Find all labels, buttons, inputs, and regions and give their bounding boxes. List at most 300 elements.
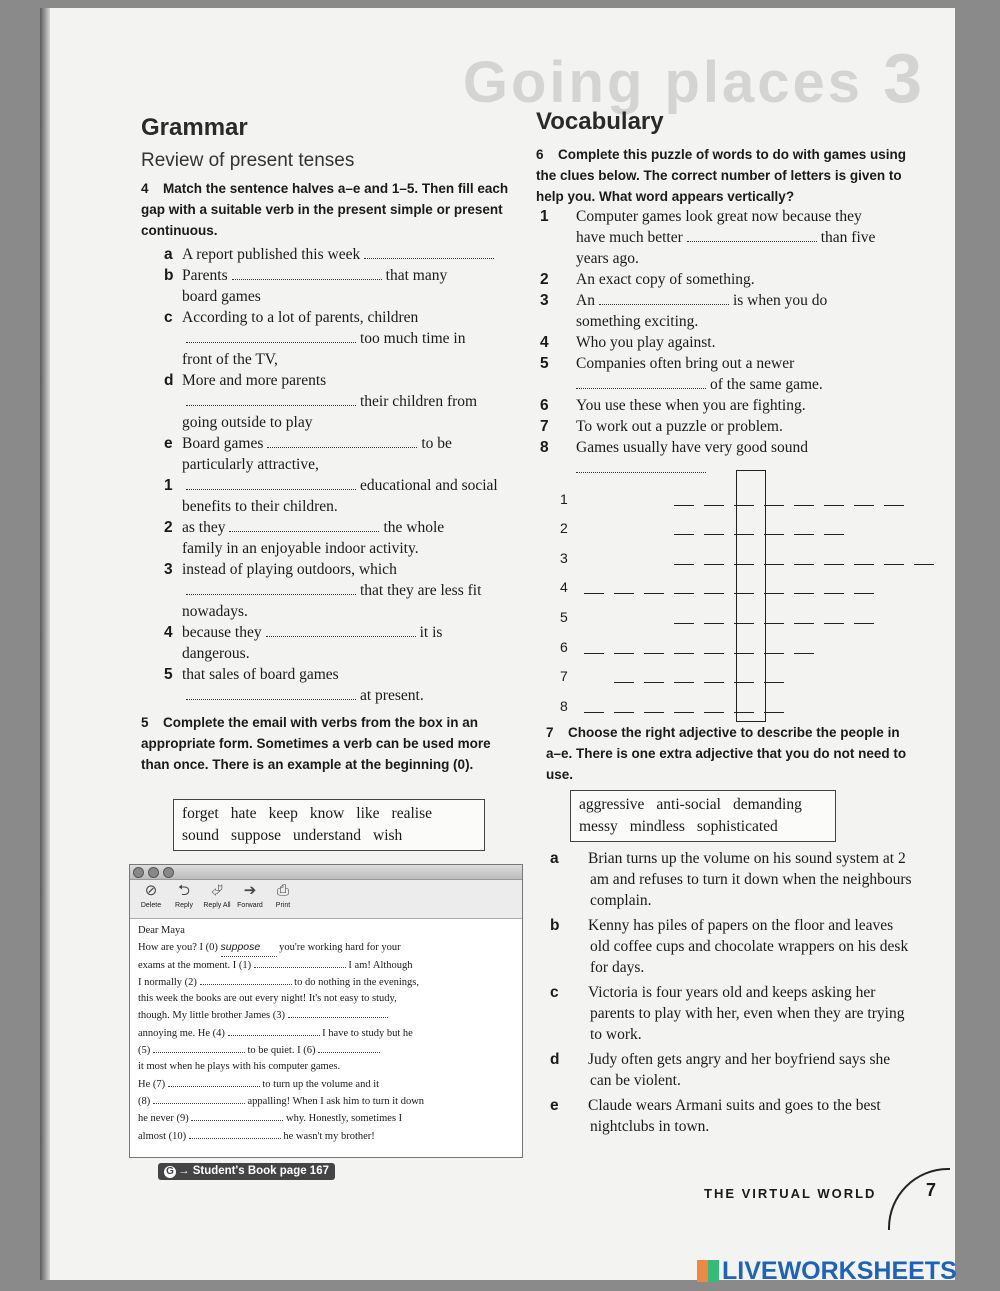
- line-text-after: to be: [421, 435, 452, 452]
- item-letter: d: [164, 372, 174, 389]
- exercise-line: [164, 580, 524, 601]
- puzzle-row-number: 8: [560, 698, 568, 714]
- line-text: because they: [182, 624, 262, 641]
- email-gap[interactable]: [318, 1042, 380, 1053]
- answer-gap[interactable]: [186, 687, 356, 700]
- item-letter: d: [550, 1051, 560, 1068]
- email-gap[interactable]: [153, 1042, 245, 1053]
- item-letter: e: [550, 1097, 559, 1114]
- puzzle-row-number: 6: [560, 639, 568, 655]
- clue-text: have much better: [576, 229, 683, 246]
- verb-box: [173, 799, 485, 851]
- clue-text: Games usually have very good sound: [576, 439, 809, 456]
- clue: [540, 290, 908, 332]
- line-text-after: too much time in: [360, 330, 466, 347]
- clue: [540, 206, 908, 269]
- letter-blank[interactable]: [644, 712, 664, 713]
- line-text: front of the TV,: [182, 351, 278, 368]
- exercise-line: [164, 265, 524, 286]
- clue-text: is when you do: [732, 292, 828, 309]
- exercise-line: [164, 433, 524, 454]
- email-text: almost (10): [138, 1130, 189, 1142]
- grammar-heading: Grammar: [141, 114, 248, 141]
- exercise-line: [164, 286, 524, 307]
- puzzle-clues: [540, 206, 908, 479]
- exercise-line: [164, 391, 524, 412]
- email-text: (5): [138, 1045, 153, 1057]
- letter-blank[interactable]: [884, 564, 904, 565]
- print-label: Print: [275, 902, 291, 909]
- clue-text: To work out a puzzle or problem.: [576, 418, 783, 435]
- exercise-line: [164, 664, 524, 685]
- clue: [540, 437, 908, 479]
- letter-blank[interactable]: [854, 564, 874, 565]
- line-text-after: their children from: [360, 393, 478, 410]
- reply-all-button[interactable]: [202, 880, 232, 918]
- item-letter: 3: [164, 561, 173, 578]
- exercise-line: [164, 454, 524, 475]
- email-text: annoying me. He (4): [138, 1027, 228, 1039]
- email-gap[interactable]: [191, 1110, 283, 1121]
- person-description: [550, 1049, 915, 1091]
- task-6-instruction: [536, 144, 906, 207]
- letter-blank[interactable]: [704, 534, 724, 535]
- zoom-dot-icon[interactable]: [163, 867, 174, 878]
- adjective-box-line-1: [579, 794, 827, 816]
- description-text: Judy often gets angry and her boyfriend says she can be violent.: [588, 1051, 891, 1089]
- adjective-word: anti-social: [656, 796, 721, 813]
- letter-blank[interactable]: [764, 712, 784, 713]
- task-7-instruction: [546, 722, 916, 785]
- clue-text: years ago.: [576, 250, 639, 267]
- reply-all-label: Reply All: [203, 902, 231, 909]
- email-gap[interactable]: [168, 1076, 260, 1087]
- item-letter: e: [164, 435, 173, 452]
- letter-blank[interactable]: [704, 593, 724, 594]
- line-text: Board games: [182, 435, 264, 452]
- letter-blank[interactable]: [824, 505, 844, 506]
- puzzle-row-number: 2: [560, 520, 568, 536]
- vertical-word-column: [736, 470, 766, 722]
- email-line: [138, 1007, 514, 1024]
- letter-blank[interactable]: [644, 682, 664, 683]
- answer-gap[interactable]: [576, 460, 706, 473]
- letter-blank[interactable]: [704, 712, 724, 713]
- print-icon: ⎙: [276, 882, 289, 899]
- email-line: [138, 1110, 514, 1127]
- exercise-line: [164, 538, 524, 559]
- task-4-items: [164, 244, 524, 706]
- email-line: [138, 1059, 514, 1075]
- puzzle-row-number: 7: [560, 668, 568, 684]
- clue-text: something exciting.: [576, 313, 699, 330]
- item-letter: b: [164, 267, 174, 284]
- clue-number: 8: [540, 439, 549, 456]
- item-letter: 2: [164, 519, 173, 536]
- person-description: [550, 982, 915, 1045]
- exercise-line: [164, 475, 524, 496]
- clue: [540, 269, 908, 290]
- verb-word: suppose: [231, 827, 281, 844]
- email-text-after: to turn up the volume and it: [259, 1078, 380, 1090]
- reply-icon: ⮌: [177, 882, 190, 899]
- verb-word: wish: [373, 827, 403, 844]
- clue: [540, 332, 908, 353]
- answer-gap[interactable]: [186, 330, 356, 343]
- line-text: According to a lot of parents, children: [182, 309, 419, 326]
- email-line: [138, 974, 514, 991]
- exercise-line: [164, 328, 524, 349]
- email-body: [130, 919, 522, 1149]
- delete-button[interactable]: [136, 880, 166, 918]
- instruction-text: Complete the email with verbs from the box in an appropriate form. Sometimes a verb can be used more than once. There is an example at the beginning (0).: [141, 715, 491, 772]
- line-text-after: the whole: [383, 519, 445, 536]
- email-line: [138, 1093, 514, 1110]
- letter-blank[interactable]: [794, 653, 814, 654]
- letter-blank[interactable]: [674, 564, 694, 565]
- clue-number: 2: [540, 271, 549, 288]
- letter-blank[interactable]: [794, 505, 814, 506]
- task-number: 4: [141, 181, 149, 196]
- email-gap[interactable]: [228, 1025, 320, 1036]
- window-titlebar: [130, 865, 522, 880]
- clue: [540, 395, 908, 416]
- verb-word: keep: [268, 805, 298, 822]
- delete-label: Delete: [140, 902, 162, 909]
- letter-blank[interactable]: [824, 564, 844, 565]
- vocabulary-heading: Vocabulary: [536, 108, 664, 135]
- email-text-after: he wasn't my brother!: [280, 1130, 375, 1142]
- verb-word: realise: [391, 805, 432, 822]
- letter-blank[interactable]: [644, 653, 664, 654]
- exercise-line: [164, 559, 524, 580]
- email-gap[interactable]: [254, 957, 346, 968]
- letter-blank[interactable]: [674, 623, 694, 624]
- answer-gap[interactable]: [186, 393, 356, 406]
- answer-gap[interactable]: [186, 477, 356, 490]
- email-text: exams at the moment. I (1): [138, 959, 254, 971]
- letter-blank[interactable]: [824, 534, 844, 535]
- verb-word: forget: [182, 805, 219, 822]
- delete-icon: ⊘: [144, 882, 158, 899]
- line-text-after: that they are less fit: [360, 582, 482, 599]
- email-line: [138, 1025, 514, 1042]
- letter-blank[interactable]: [824, 623, 844, 624]
- email-text: He (7): [138, 1078, 168, 1090]
- puzzle-row-number: 1: [560, 491, 568, 507]
- email-line: [138, 1076, 514, 1093]
- line-text: dangerous.: [182, 645, 250, 662]
- page-number: 7: [926, 1180, 937, 1200]
- liveworksheets-watermark: [697, 1257, 957, 1286]
- exercise-line: [164, 370, 524, 391]
- item-letter: 1: [164, 477, 173, 494]
- verb-word: like: [356, 805, 380, 822]
- page-spine: [40, 8, 50, 1280]
- clue-number: 6: [540, 397, 549, 414]
- footer-title: THE VIRTUAL WORLD: [704, 1186, 877, 1201]
- email-gap[interactable]: [200, 974, 292, 985]
- line-text: benefits to their children.: [182, 498, 338, 515]
- line-text: family in an enjoyable indoor activity.: [182, 540, 419, 557]
- puzzle-row-number: 4: [560, 579, 568, 595]
- email-gap[interactable]: suppose: [221, 939, 277, 956]
- answer-gap[interactable]: [364, 246, 494, 259]
- email-text-after: to be quiet. I (6): [244, 1045, 319, 1057]
- letter-blank[interactable]: [764, 653, 784, 654]
- email-toolbar: [130, 880, 522, 919]
- puzzle-row: [560, 520, 900, 540]
- clue-text: An exact copy of something.: [576, 271, 755, 288]
- exercise-line: [164, 517, 524, 538]
- exercise-line: [164, 643, 524, 664]
- task-number: 5: [141, 715, 149, 730]
- item-letter: c: [164, 309, 173, 326]
- exercise-line: [164, 307, 524, 328]
- letter-blank[interactable]: [764, 623, 784, 624]
- clue-text: Who you play against.: [576, 334, 716, 351]
- letter-blank[interactable]: [854, 623, 874, 624]
- exercise-line: [164, 685, 524, 706]
- exercise-line: [164, 496, 524, 517]
- forward-icon: ➔: [243, 882, 257, 899]
- puzzle-row-number: 3: [560, 550, 568, 566]
- letter-blank[interactable]: [824, 593, 844, 594]
- letter-blank[interactable]: [704, 623, 724, 624]
- email-line: [138, 939, 514, 956]
- letter-blank[interactable]: [884, 505, 904, 506]
- instruction-text: Choose the right adjective to describe the people in a–e. There is one extra adjective that you do not need to use.: [546, 725, 907, 782]
- letter-blank[interactable]: [764, 682, 784, 683]
- clue-text: than five: [820, 229, 876, 246]
- line-text: particularly attractive,: [182, 456, 319, 473]
- adjective-box: [570, 790, 836, 842]
- email-text: I normally (2): [138, 976, 200, 988]
- letter-blank[interactable]: [614, 593, 634, 594]
- letter-blank[interactable]: [794, 564, 814, 565]
- email-text-after: to do nothing in the evenings,: [291, 976, 419, 988]
- person-description: [550, 848, 915, 911]
- email-text: though. My little brother James (3): [138, 1010, 288, 1022]
- line-text-after: it is: [419, 624, 443, 641]
- letter-blank[interactable]: [614, 712, 634, 713]
- item-letter: a: [550, 850, 559, 867]
- puzzle-row: [560, 491, 900, 511]
- email-gap[interactable]: [288, 1007, 388, 1018]
- line-text-after: at present.: [360, 687, 424, 704]
- letter-blank[interactable]: [674, 505, 694, 506]
- grammar-subheading: Review of present tenses: [141, 150, 355, 171]
- puzzle-row: [560, 698, 900, 718]
- letter-blank[interactable]: [704, 505, 724, 506]
- person-description: [550, 1095, 915, 1137]
- email-text-after: appalling! When I ask him to turn it down: [244, 1095, 425, 1107]
- task-number: 6: [536, 147, 544, 162]
- description-text: Kenny has piles of papers on the floor and leaves old coffee cups and chocolate wrappers on his desk for days.: [588, 917, 909, 976]
- description-text: Brian turns up the volume on his sound system at 2 am and refuses to turn it down when the neighbours complain.: [588, 850, 912, 909]
- letter-blank[interactable]: [914, 564, 934, 565]
- line-text-after: educational and social: [360, 477, 498, 494]
- line-text: A report published this week: [182, 246, 361, 263]
- letter-blank[interactable]: [674, 653, 694, 654]
- answer-gap[interactable]: [599, 292, 729, 305]
- exercise-line: [164, 244, 524, 265]
- letter-blank[interactable]: [794, 593, 814, 594]
- close-dot-icon[interactable]: [133, 867, 144, 878]
- clue-text: Computer games look great now because they: [576, 208, 862, 225]
- line-text: going outside to play: [182, 414, 313, 431]
- instruction-text: Match the sentence halves a–e and 1–5. Then fill each gap with a suitable verb in the present simple or present continuous.: [141, 181, 509, 238]
- email-text: How are you? I (0): [138, 942, 221, 954]
- clue-text: You use these when you are fighting.: [576, 397, 806, 414]
- puzzle-row: [560, 639, 900, 659]
- answer-gap[interactable]: [186, 582, 356, 595]
- letter-blank[interactable]: [794, 534, 814, 535]
- email-text-after: I have to study but he: [319, 1027, 413, 1039]
- email-text-after: why. Honestly, sometimes I: [283, 1113, 403, 1125]
- answer-gap[interactable]: [267, 435, 417, 448]
- email-line: [138, 991, 514, 1007]
- email-line: [138, 957, 514, 974]
- ghost-unit: 3: [883, 39, 925, 117]
- letter-blank[interactable]: [704, 564, 724, 565]
- letter-blank[interactable]: [764, 564, 784, 565]
- description-text: Victoria is four years old and keeps asking her parents to play with her, even when they are trying to work.: [588, 984, 905, 1043]
- adjective-word: sophisticated: [696, 818, 778, 835]
- answer-gap[interactable]: [232, 267, 382, 280]
- puzzle-row: [560, 579, 900, 599]
- letter-blank[interactable]: [704, 682, 724, 683]
- puzzle-row: [560, 668, 900, 688]
- email-gap[interactable]: [153, 1093, 245, 1104]
- email-window: [129, 864, 523, 1158]
- clue: [540, 353, 908, 395]
- line-text: board games: [182, 288, 261, 305]
- letter-blank[interactable]: [584, 653, 604, 654]
- puzzle-row-number: 5: [560, 609, 568, 625]
- letter-blank[interactable]: [854, 593, 874, 594]
- letter-blank[interactable]: [854, 505, 874, 506]
- verb-word: know: [309, 805, 345, 822]
- line-text-after: that many: [385, 267, 448, 284]
- answer-gap[interactable]: [266, 624, 416, 637]
- email-text-after: I am! Although: [345, 959, 413, 971]
- adjective-word: demanding: [732, 796, 802, 813]
- instruction-text: Complete this puzzle of words to do with games using the clues below. The correct number of letters is given to help you. What word appears vertically?: [536, 147, 907, 204]
- puzzle-row: [560, 609, 900, 629]
- task-7-people: [550, 848, 915, 1141]
- letter-blank[interactable]: [584, 593, 604, 594]
- exercise-line: [164, 601, 524, 622]
- clue-text: An: [576, 292, 595, 309]
- email-line: [138, 1128, 514, 1145]
- line-text: that sales of board games: [182, 666, 339, 683]
- reply-all-icon: ⮰: [210, 882, 223, 899]
- letter-blank[interactable]: [674, 682, 694, 683]
- item-letter: 4: [164, 624, 173, 641]
- email-line: [138, 1042, 514, 1059]
- verb-box-line-2: [182, 825, 476, 847]
- letter-blank[interactable]: [614, 682, 634, 683]
- letter-blank[interactable]: [764, 534, 784, 535]
- students-book-reference: G → Student's Book page 167: [158, 1163, 335, 1180]
- letter-blank[interactable]: [674, 712, 694, 713]
- task-4-instruction: [141, 178, 521, 241]
- adjective-word: aggressive: [579, 796, 645, 813]
- email-text: he never (9): [138, 1113, 192, 1125]
- page-corner-curve: [888, 1168, 950, 1230]
- clue-number: 4: [540, 334, 549, 351]
- email-line: [138, 923, 514, 939]
- liveworksheets-logo-icon: [697, 1260, 719, 1282]
- answer-gap[interactable]: [576, 376, 706, 389]
- task-number: 7: [546, 725, 554, 740]
- print-button[interactable]: [268, 880, 298, 918]
- exercise-line: [164, 622, 524, 643]
- verb-box-line-1: [182, 803, 476, 825]
- reply-label: Reply: [175, 902, 193, 909]
- exercise-line: [164, 412, 524, 433]
- unit-header-ghost: [463, 38, 925, 118]
- minimize-dot-icon[interactable]: [148, 867, 159, 878]
- line-text: nowadays.: [182, 603, 248, 620]
- clue-text: of the same game.: [710, 376, 823, 393]
- letter-blank[interactable]: [584, 712, 604, 713]
- exercise-line: [164, 349, 524, 370]
- letter-blank[interactable]: [704, 653, 724, 654]
- letter-blank[interactable]: [614, 653, 634, 654]
- letter-blank[interactable]: [764, 505, 784, 506]
- worksheet-page: [40, 8, 955, 1280]
- forward-button[interactable]: [235, 880, 265, 918]
- item-letter: 5: [164, 666, 173, 683]
- clue-number: 3: [540, 292, 549, 309]
- g-arrow-icon: G: [164, 1166, 176, 1178]
- answer-gap[interactable]: [229, 519, 379, 532]
- email-text: Dear Maya: [138, 925, 185, 936]
- line-text: instead of playing outdoors, which: [182, 561, 397, 578]
- email-gap[interactable]: [189, 1128, 281, 1139]
- letter-blank[interactable]: [794, 623, 814, 624]
- clue-text: Companies often bring out a newer: [576, 355, 795, 372]
- item-letter: c: [550, 984, 559, 1001]
- email-text: it most when he plays with his computer games.: [138, 1061, 341, 1073]
- description-text: Claude wears Armani suits and goes to the best nightclubs in town.: [588, 1097, 881, 1135]
- reply-button[interactable]: [169, 880, 199, 918]
- clue-number: 5: [540, 355, 549, 372]
- letter-blank[interactable]: [764, 593, 784, 594]
- line-text: Parents: [182, 267, 228, 284]
- item-letter: b: [550, 917, 560, 934]
- email-text: this week the books are out every night! It's not easy to study,: [138, 993, 397, 1005]
- task-5-instruction: [141, 712, 521, 775]
- answer-gap[interactable]: [687, 229, 817, 242]
- letter-blank[interactable]: [674, 534, 694, 535]
- clue-number: 1: [540, 208, 549, 225]
- clue-number: 7: [540, 418, 549, 435]
- person-description: [550, 915, 915, 978]
- email-text: (8): [138, 1095, 153, 1107]
- verb-word: sound: [182, 827, 220, 844]
- verb-word: understand: [293, 827, 362, 844]
- adjective-word: mindless: [629, 818, 685, 835]
- clue: [540, 416, 908, 437]
- forward-label: Forward: [237, 902, 263, 909]
- letter-blank[interactable]: [674, 593, 694, 594]
- adjective-word: messy: [579, 818, 618, 835]
- item-letter: a: [164, 246, 173, 263]
- letter-blank[interactable]: [644, 593, 664, 594]
